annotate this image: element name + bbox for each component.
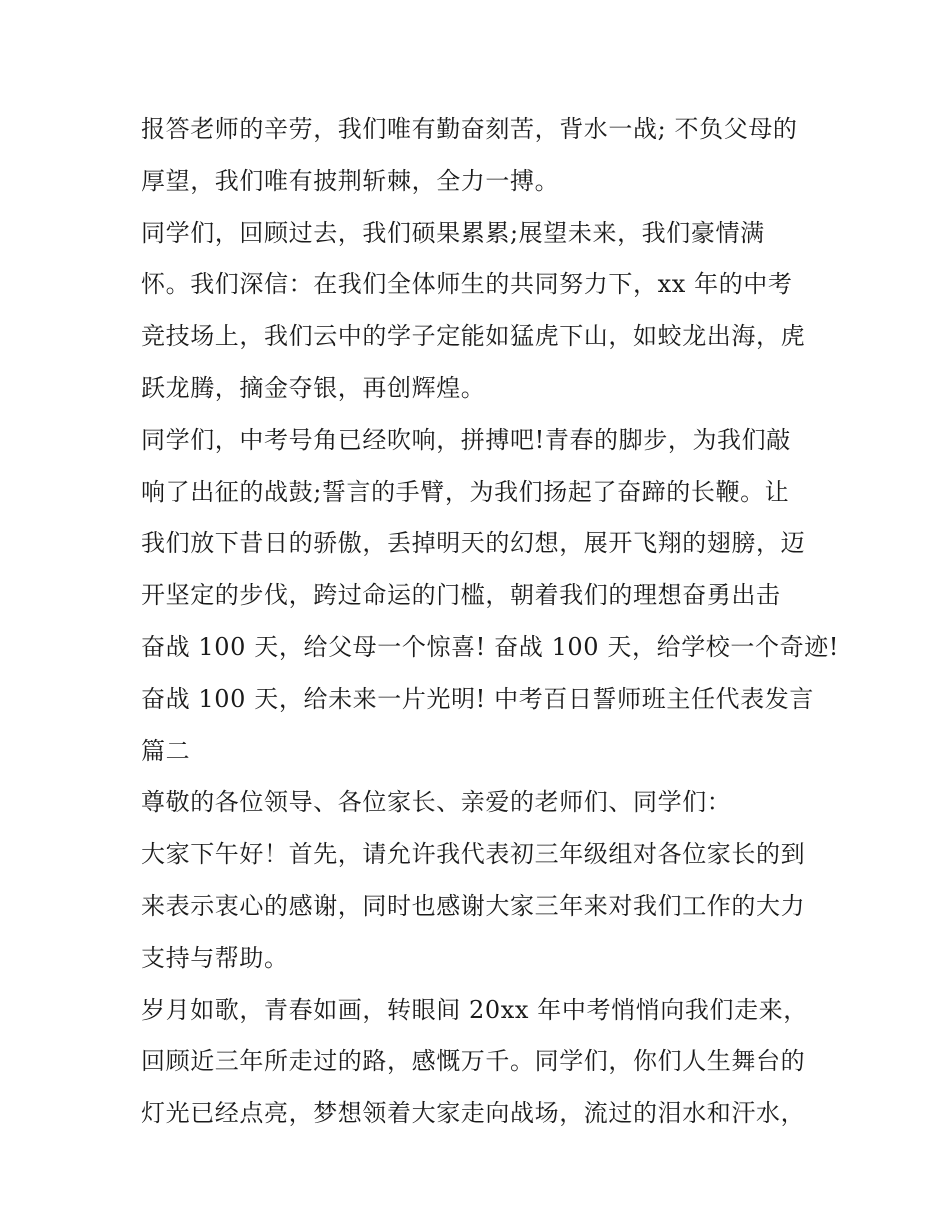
text-line: 岁月如歌，青春如画，转眼间 20xx 年中考悄悄向我们走来， — [141, 995, 808, 1024]
text-line: 响了出征的战鼓;誓言的手臂，为我们扬起了奋蹄的长鞭。让 — [141, 477, 790, 506]
text-line: 灯光已经点亮，梦想领着大家走向战场，流过的泪水和汗水， — [141, 1099, 806, 1128]
text-line: 报答老师的辛劳，我们唯有勤奋刻苦，背水一战; 不负父母的 — [141, 115, 798, 143]
text-line: 奋战 100 天，给未来一片光明! 中考百日誓师班主任代表发言 — [141, 684, 814, 713]
text-line: 回顾近三年所走过的路，感慨万千。同学们，你们人生舞台的 — [141, 1047, 806, 1076]
text-line: 怀。我们深信：在我们全体师生的共同努力下，xx 年的中考 — [141, 270, 793, 299]
text-line: 我们放下昔日的骄傲，丢掉明天的幻想，展开飞翔的翅膀，迈 — [141, 529, 806, 558]
text-line: 厚望，我们唯有披荆斩棘，全力一搏。 — [141, 166, 560, 195]
salutation: 尊敬的各位领导、各位家长、亲爱的老师们、同学们： — [141, 788, 732, 817]
text-line: 支持与帮助。 — [141, 943, 289, 972]
text-line: 同学们，回顾过去，我们硕果累累;展望未来，我们豪情满 — [141, 218, 765, 247]
text-line: 奋战 100 天，给父母一个惊喜! 奋战 100 天，给学校一个奇迹! — [141, 632, 840, 661]
text-line: 开坚定的步伐，跨过命运的门槛，朝着我们的理想奋勇出击 — [141, 581, 781, 610]
section-heading: 篇二 — [141, 736, 191, 765]
text-line: 同学们，中考号角已经吹响，拼搏吧!青春的脚步，为我们敲 — [141, 425, 791, 454]
body-text — [141, 107, 840, 1143]
text-line: 来表示衷心的感谢，同时也感谢大家三年来对我们工作的大力 — [141, 891, 806, 920]
text-line: 大家下午好！首先，请允许我代表初三年级组对各位家长的到 — [141, 840, 806, 869]
text-line: 跃龙腾，摘金夺银，再创辉煌。 — [141, 373, 486, 402]
text-line: 竞技场上，我们云中的学子定能如猛虎下山，如蛟龙出海，虎 — [141, 322, 806, 351]
